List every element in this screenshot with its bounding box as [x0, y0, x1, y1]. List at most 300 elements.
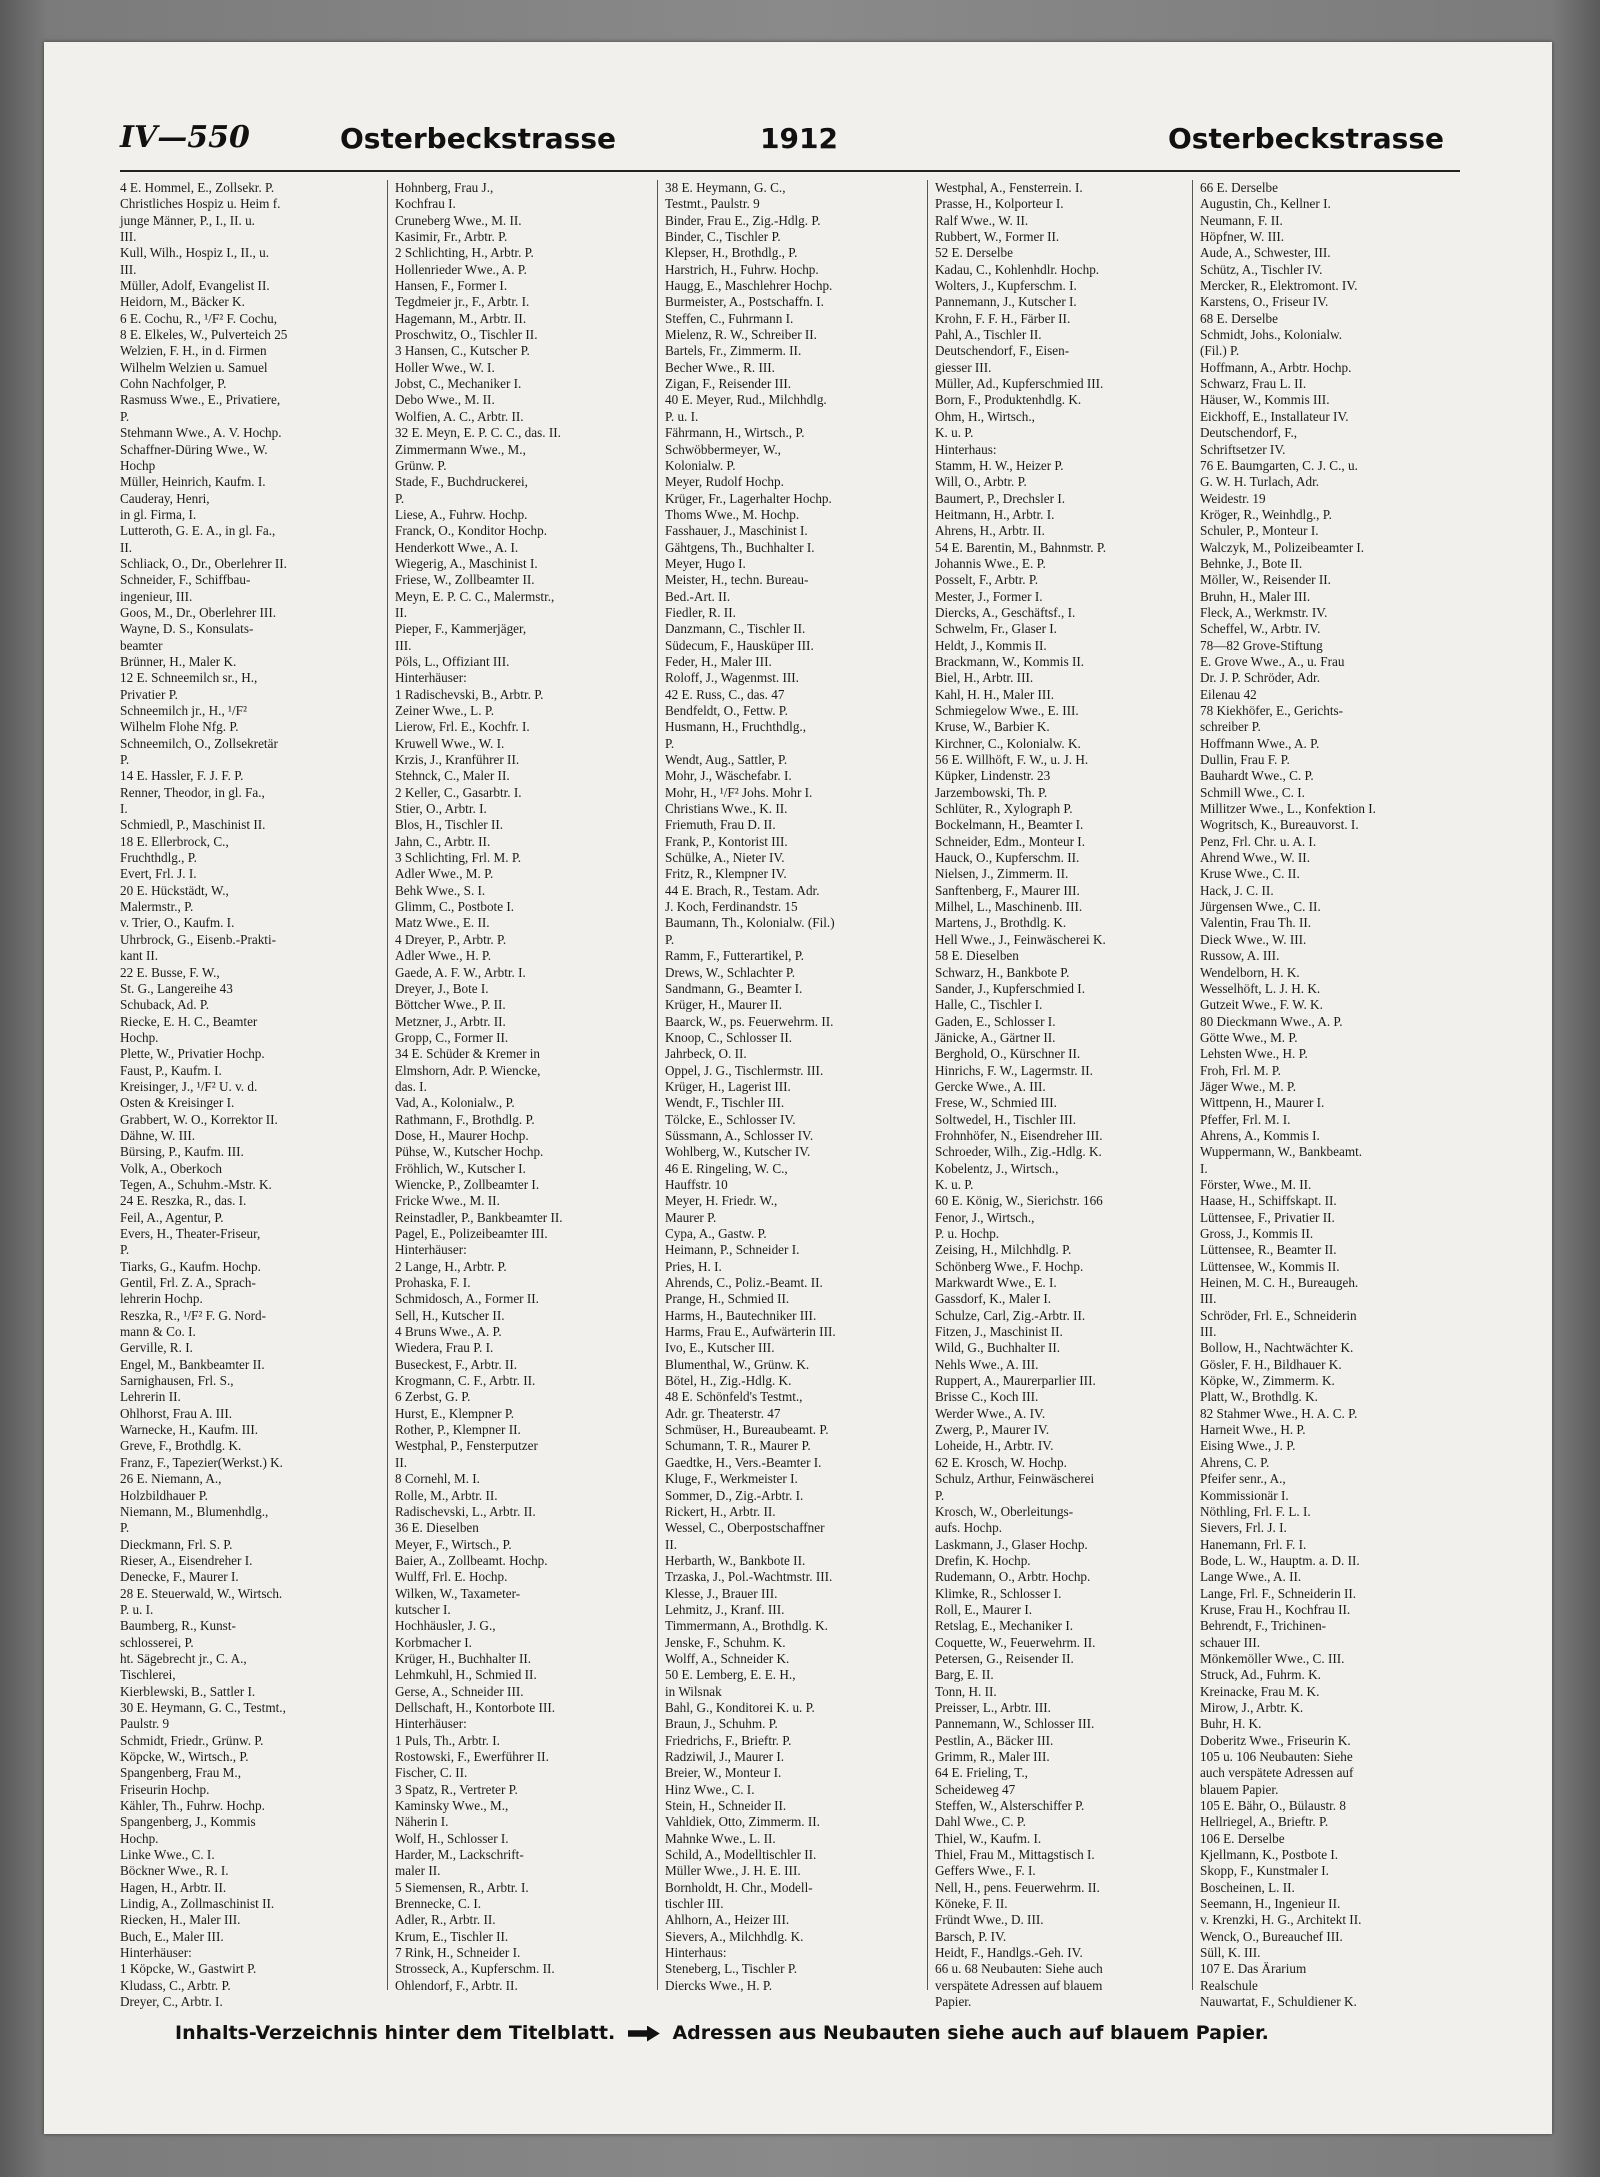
column-4 — [935, 180, 1180, 2010]
directory-entry-line: Pöls, L., Offiziant III. — [395, 653, 510, 669]
directory-entry-line: Buch, E., Maler III. — [120, 1928, 224, 1944]
directory-entry-line: Adler, R., Arbtr. II. — [395, 1912, 496, 1928]
directory-entry-line: Becher Wwe., R. III. — [665, 359, 775, 375]
directory-entry-line: Preisser, L., Arbtr. III. — [935, 1699, 1051, 1715]
directory-entry-line: Pries, H. I. — [665, 1258, 722, 1274]
directory-entry-line: Franz, F., Tapezier(Werkst.) K. — [120, 1454, 283, 1470]
directory-entry-line: Rostowski, F., Ewerführer II. — [395, 1749, 549, 1764]
directory-entry-line: Laskmann, J., Glaser Hochp. — [935, 1536, 1088, 1552]
directory-entry-line: das. I. — [395, 1078, 427, 1094]
directory-entry-line: 1 Köpcke, W., Gastwirt P. — [120, 1961, 257, 1977]
directory-entry-line: Heimann, P., Schneider I. — [665, 1242, 800, 1258]
directory-entry-line: Reinstadler, P., Bankbeamter II. — [395, 1209, 563, 1225]
directory-entry-line: Sommer, D., Zig.-Arbtr. I. — [665, 1487, 804, 1503]
directory-entry-line: Heitmann, H., Arbtr. I. — [935, 506, 1055, 522]
directory-entry-line: Schulze, Carl, Zig.-Arbtr. II. — [935, 1307, 1086, 1323]
directory-entry-line: Kochfrau I. — [395, 196, 456, 212]
directory-entry-line: Werder Wwe., A. IV. — [935, 1405, 1046, 1421]
directory-entry-line: 60 E. König, W., Sierichstr. 166 — [935, 1193, 1103, 1209]
directory-entry-line: 6 E. Cochu, R., ¹/F² F. Cochu, — [120, 310, 278, 326]
directory-entry-line: Proschwitz, O., Tischler II. — [395, 327, 538, 343]
directory-entry-line: Papier. — [935, 1994, 972, 2010]
directory-entry-line: 28 E. Steuerwald, W., Wirtsch. — [120, 1585, 283, 1601]
directory-entry-line: Roloff, J., Wagenmst. III. — [665, 670, 799, 686]
directory-entry-line: Wendt, Aug., Sattler, P. — [665, 752, 788, 768]
directory-entry-line: Adler Wwe., M. P. — [395, 866, 494, 882]
directory-entry-line: Gross, J., Kommis II. — [1200, 1226, 1314, 1241]
directory-entry-line: Burmeister, A., Postschaffn. I. — [665, 294, 824, 310]
directory-entry-line: lehrerin Hochp. — [120, 1291, 203, 1307]
directory-entry-line: III. — [1200, 1291, 1217, 1307]
directory-entry-line: 76 E. Baumgarten, C. J. C., u. — [1200, 457, 1358, 473]
directory-entry-line: Schriftsetzer IV. — [1200, 441, 1286, 457]
directory-entry-line: Will, O., Arbtr. P. — [935, 474, 1027, 490]
directory-entry-line: Hell Wwe., J., Feinwäscherei K. — [935, 931, 1106, 947]
directory-entry-line: Adler Wwe., H. P. — [395, 948, 492, 964]
directory-entry-line: Schuback, Ad. P. — [120, 997, 210, 1013]
directory-entry-line: Schumann, T. R., Maurer P. — [665, 1438, 811, 1454]
directory-entry-line: Dreyer, J., Bote I. — [395, 980, 489, 996]
directory-entry-line: Friseurin Hochp. — [120, 1781, 210, 1797]
directory-entry-line: Gerse, A., Schneider III. — [395, 1683, 524, 1699]
directory-entry-line: Fenor, J., Wirtsch., — [935, 1209, 1035, 1225]
street-title-right: Osterbeckstrasse — [1168, 122, 1444, 155]
column-divider — [927, 180, 928, 1990]
directory-entry-line: Schlüter, R., Xylograph P. — [935, 801, 1073, 817]
directory-entry-line: Evers, H., Theater-Friseur, — [120, 1226, 261, 1241]
directory-entry-line: 34 E. Schüder & Kremer in — [395, 1046, 541, 1062]
directory-entry-line: Schmiegelow Wwe., E. III. — [935, 703, 1079, 718]
directory-entry-line: Roll, E., Maurer I. — [935, 1601, 1033, 1617]
directory-entry-line: Barsch, P. IV. — [935, 1928, 1007, 1944]
directory-entry-line: Müller, Adolf, Evangelist II. — [120, 278, 270, 294]
directory-entry-line: Süssmann, A., Schlosser IV. — [665, 1127, 814, 1143]
directory-entry-line: Prange, H., Schmied II. — [665, 1291, 790, 1307]
directory-entry-line: Berghold, O., Kürschner II. — [935, 1046, 1081, 1062]
directory-entry-line: Pannemann, W., Schlosser III. — [935, 1716, 1095, 1732]
column-2 — [395, 180, 640, 1993]
directory-entry-line: Millitzer Wwe., L., Konfektion I. — [1200, 801, 1376, 817]
directory-entry-line: Kahl, H. H., Maler III. — [935, 686, 1055, 702]
directory-entry-line: Wolters, J., Kupferschm. I. — [935, 278, 1077, 294]
directory-entry-line: Bornholdt, H. Chr., Modell- — [665, 1879, 813, 1895]
directory-entry-line: Feil, A., Agentur, P. — [120, 1209, 224, 1225]
directory-entry-line: Zeiner Wwe., L. P. — [395, 703, 495, 718]
directory-entry-line: Zwerg, P., Maurer IV. — [935, 1422, 1050, 1438]
directory-entry-line: Brennecke, C. I. — [395, 1896, 482, 1912]
directory-entry-line: 68 E. Derselbe — [1200, 310, 1278, 326]
directory-entry-line: 5 Siemensen, R., Arbtr. I. — [395, 1879, 529, 1895]
directory-entry-line: Tonn, H. II. — [935, 1683, 997, 1699]
directory-entry-line: Gaede, A. F. W., Arbtr. I. — [395, 964, 526, 980]
directory-entry-line: mann & Co. I. — [120, 1324, 196, 1340]
directory-entry-line: 24 E. Reszka, R., das. I. — [120, 1193, 247, 1209]
directory-entry-line: Henderkott Wwe., A. I. — [395, 539, 519, 555]
directory-entry-line: Tegdmeier jr., F., Arbtr. I. — [395, 294, 530, 310]
directory-entry-line: Buhr, H. K. — [1200, 1716, 1262, 1732]
directory-entry-line: K. u. P. — [935, 425, 974, 441]
directory-entry-line: Korbmacher I. — [395, 1634, 472, 1650]
directory-entry-line: Hinterhaus: — [665, 1945, 727, 1961]
directory-entry-line: Fröhlich, W., Kutscher I. — [395, 1160, 526, 1176]
directory-entry-line: Fründt Wwe., D. III. — [935, 1912, 1044, 1928]
directory-entry-line: Prasse, H., Kolporteur I. — [935, 196, 1064, 212]
directory-entry-line: Timmermann, A., Brothdlg. K. — [665, 1618, 828, 1634]
directory-entry-line: Karstens, O., Friseur IV. — [1200, 294, 1329, 310]
directory-entry-line: Lange, Frl. F., Schneiderin II. — [1200, 1585, 1357, 1601]
directory-entry-line: Grimm, R., Maler III. — [935, 1749, 1050, 1764]
directory-entry-line: Lüttensee, F., Privatier II. — [1200, 1209, 1335, 1225]
directory-entry-line: Biel, H., Arbtr. III. — [935, 670, 1034, 686]
directory-entry-line: Coquette, W., Feuerwehrm. II. — [935, 1634, 1096, 1650]
directory-entry-line: 40 E. Meyer, Rud., Milchhdlg. — [665, 392, 827, 408]
directory-entry-line: 1 Radischevski, B., Arbtr. P. — [395, 686, 544, 702]
directory-entry-line: Kruse, Frau H., Kochfrau II. — [1200, 1601, 1351, 1617]
directory-entry-line: 4 E. Hommel, E., Zollsekr. P. — [120, 180, 275, 195]
directory-entry-line: Born, F., Produktenhdlg. K. — [935, 392, 1082, 408]
directory-entry-line: Mönkemöller Wwe., C. III. — [1200, 1650, 1345, 1666]
directory-entry-line: Götte Wwe., M. P. — [1200, 1029, 1298, 1045]
directory-entry-line: Liese, A., Fuhrw. Hochp. — [395, 506, 528, 522]
directory-entry-line: Bode, L. W., Hauptm. a. D. II. — [1200, 1552, 1360, 1568]
directory-entry-line: Ohm, H., Wirtsch., — [935, 408, 1035, 424]
directory-entry-line: Meister, H., techn. Bureau- — [665, 572, 809, 588]
directory-entry-line: ingenieur, III. — [120, 588, 193, 604]
directory-entry-line: Jäger Wwe., M. P. — [1200, 1078, 1297, 1094]
directory-entry-line: Hinterhäuser: — [395, 670, 467, 686]
directory-entry-line: Struck, Ad., Fuhrm. K. — [1200, 1667, 1321, 1683]
directory-entry-line: Privatier P. — [120, 686, 178, 702]
directory-entry-line: Krzis, J., Kranführer II. — [395, 752, 520, 768]
directory-entry-line: Meyer, H. Friedr. W., — [665, 1193, 778, 1209]
directory-entry-line: Lehmitz, J., Kranf. III. — [665, 1601, 785, 1617]
directory-entry-line: Stade, F., Buchdruckerei, — [395, 474, 528, 490]
directory-entry-line: Heidorn, M., Bäcker K. — [120, 294, 245, 310]
directory-entry-line: Testmt., Paulstr. 9 — [665, 196, 760, 212]
directory-entry-line: Bürsing, P., Kaufm. III. — [120, 1144, 244, 1160]
directory-entry-line: Jobst, C., Mechaniker I. — [395, 376, 522, 392]
directory-entry-line: 6 Zerbst, G. P. — [395, 1389, 471, 1405]
directory-entry-line: Ramm, F., Futterartikel, P. — [665, 948, 804, 964]
directory-entry-line: Hochp. — [120, 1029, 159, 1045]
directory-entry-line: Jarzembowski, Th. P. — [935, 784, 1048, 800]
directory-entry-line: 105 u. 106 Neubauten: Siehe — [1200, 1749, 1353, 1764]
directory-entry-line: Jürgensen Wwe., C. II. — [1200, 899, 1321, 915]
directory-entry-line: verspätete Adressen auf blauem — [935, 1977, 1103, 1993]
directory-entry-line: Westphal, A., Fensterrein. I. — [935, 180, 1083, 195]
directory-entry-line: Goos, M., Dr., Oberlehrer III. — [120, 604, 277, 620]
directory-entry-line: Sander, J., Kupferschmied I. — [935, 980, 1085, 996]
directory-entry-line: Geffers Wwe., F. I. — [935, 1863, 1036, 1879]
directory-entry-line: Rother, P., Klempner II. — [395, 1422, 521, 1438]
directory-entry-line: 78 Kiekhöfer, E., Gerichts- — [1200, 703, 1344, 718]
directory-entry-line: Blos, H., Tischler II. — [395, 817, 504, 833]
directory-entry-line: Mahnke Wwe., L. II. — [665, 1830, 776, 1846]
directory-entry-line: III. — [1200, 1324, 1217, 1340]
directory-entry-line: Spangenberg, Frau M., — [120, 1765, 241, 1781]
directory-entry-line: Baumann, Th., Kolonialw. (Fil.) — [665, 915, 835, 931]
directory-entry-line: 3 Hansen, C., Kutscher P. — [395, 343, 530, 359]
directory-entry-line: Breier, W., Monteur I. — [665, 1765, 782, 1781]
directory-entry-line: 20 E. Hückstädt, W., — [120, 882, 229, 898]
directory-entry-line: Pahl, A., Tischler II. — [935, 327, 1042, 343]
directory-entry-line: 18 E. Ellerbrock, C., — [120, 833, 229, 849]
directory-entry-line: Lierow, Frl. E., Kochfr. I. — [395, 719, 530, 735]
directory-entry-line: Tischlerei, — [120, 1667, 176, 1683]
directory-entry-line: Fiedler, R. II. — [665, 604, 736, 620]
directory-entry-line: 107 E. Das Ärarium — [1200, 1961, 1307, 1977]
directory-entry-line: Wuppermann, W., Bankbeamt. — [1200, 1144, 1363, 1160]
directory-entry-line: Knoop, C., Schlosser II. — [665, 1029, 793, 1045]
directory-entry-line: Mester, J., Former I. — [935, 588, 1043, 604]
directory-entry-line: Metzner, J., Arbtr. II. — [395, 1013, 506, 1029]
directory-entry-line: Nell, H., pens. Feuerwehrm. II. — [935, 1879, 1100, 1895]
directory-entry-line: ht. Sägebrecht jr., C. A., — [120, 1650, 247, 1666]
directory-entry-line: Glimm, C., Postbote I. — [395, 899, 515, 915]
directory-entry-line: Milhel, L., Maschinenb. III. — [935, 899, 1083, 915]
directory-entry-line: Plette, W., Privatier Hochp. — [120, 1046, 265, 1062]
directory-entry-line: Schülke, A., Nieter IV. — [665, 850, 785, 866]
directory-entry-line: Niemann, M., Blumenhdlg., — [120, 1503, 269, 1519]
directory-entry-line: Debo Wwe., M. II. — [395, 392, 495, 408]
directory-entry-line: Ahrend Wwe., W. II. — [1200, 850, 1310, 866]
directory-entry-line: Sievers, Frl. J. I. — [1200, 1520, 1287, 1536]
directory-entry-line: Kommissionär I. — [1200, 1487, 1289, 1503]
directory-entry-line: Sarnighausen, Frl. S., — [120, 1373, 234, 1389]
directory-entry-line: Köpke, W., Zimmerm. K. — [1200, 1373, 1335, 1389]
directory-entry-line: Schild, A., Modelltischler II. — [665, 1847, 817, 1863]
directory-entry-line: Brünner, H., Maler K. — [120, 653, 237, 669]
directory-entry-line: Bed.-Art. II. — [665, 588, 731, 604]
directory-entry-line: P. — [120, 408, 130, 424]
directory-entry-line: Riecke, E. H. C., Beamter — [120, 1013, 258, 1029]
directory-entry-line: Rolle, M., Arbtr. II. — [395, 1487, 498, 1503]
directory-entry-line: Kluge, F., Werkmeister I. — [665, 1471, 798, 1487]
directory-entry-line: Hollenrieder Wwe., A. P. — [395, 261, 527, 277]
directory-entry-line: kant II. — [120, 948, 159, 964]
directory-entry-line: P. — [120, 752, 130, 768]
directory-entry-line: Süll, K. III. — [1200, 1945, 1261, 1961]
directory-entry-line: Klimke, R., Schlosser I. — [935, 1585, 1062, 1601]
directory-entry-line: Steneberg, L., Tischler P. — [665, 1961, 798, 1977]
directory-entry-line: Stier, O., Arbtr. I. — [395, 801, 487, 817]
directory-entry-line: 4 Bruns Wwe., A. P. — [395, 1324, 502, 1340]
directory-entry-line: Meyer, Hugo I. — [665, 555, 746, 571]
directory-entry-line: Retslag, E., Mechaniker I. — [935, 1618, 1074, 1634]
directory-entry-line: Wesselhöft, L. J. H. K. — [1200, 980, 1321, 996]
directory-entry-line: Wiedera, Frau P. I. — [395, 1340, 494, 1356]
directory-entry-line: Jahn, C., Arbtr. II. — [395, 833, 491, 849]
directory-entry-line: Gaedtke, H., Vers.-Beamter I. — [665, 1454, 822, 1470]
directory-entry-line: v. Trier, O., Kaufm. I. — [120, 915, 235, 931]
directory-entry-line: Dähne, W. III. — [120, 1127, 196, 1143]
directory-entry-line: Hohnberg, Frau J., — [395, 180, 494, 195]
directory-entry-line: Wessel, C., Oberpostschaffner — [665, 1520, 825, 1536]
directory-entry-line: Kaminsky Wwe., M., — [395, 1798, 509, 1814]
directory-entry-line: 7 Rink, H., Schneider I. — [395, 1945, 521, 1961]
column-3 — [665, 180, 910, 1993]
directory-entry-line: Bartels, Fr., Zimmerm. II. — [665, 343, 802, 359]
directory-entry-line: I. — [1200, 1160, 1208, 1176]
directory-entry-line: Gaden, E., Schlosser I. — [935, 1013, 1056, 1029]
directory-entry-line: P. u. I. — [120, 1601, 154, 1617]
directory-entry-line: Scheffel, W., Arbtr. IV. — [1200, 621, 1321, 637]
directory-entry-line: Ahrens, H., Arbtr. II. — [935, 523, 1045, 539]
directory-entry-line: Welzien, F. H., in d. Firmen — [120, 343, 267, 359]
directory-entry-line: Dieckmann, Frl. S. P. — [120, 1536, 233, 1552]
directory-entry-line: Müller Wwe., J. H. E. III. — [665, 1863, 801, 1879]
directory-entry-line: Schwarz, Frau L. II. — [1200, 376, 1307, 392]
directory-entry-line: Christians Wwe., K. II. — [665, 801, 788, 817]
directory-entry-line: Eising Wwe., J. P. — [1200, 1438, 1296, 1454]
directory-entry-line: Dreyer, C., Arbtr. I. — [120, 1994, 223, 2010]
directory-entry-line: Ohlendorf, F., Arbtr. II. — [395, 1977, 518, 1993]
directory-entry-line: Johannis Wwe., E. P. — [935, 555, 1046, 571]
directory-entry-line: Krüger, H., Maurer II. — [665, 997, 783, 1013]
directory-entry-line: Aude, A., Schwester, III. — [1200, 245, 1331, 261]
directory-entry-line: in Wilsnak — [665, 1683, 722, 1699]
directory-entry-line: Ohlhorst, Frau A. III. — [120, 1405, 233, 1421]
directory-entry-line: Grünw. P. — [395, 457, 447, 473]
footer-index-note: Inhalts-Verzeichnis hinter dem Titelblatt. — [175, 2022, 616, 2044]
directory-entry-line: Schmill Wwe., C. I. — [1200, 784, 1305, 800]
directory-entry-line: Herbarth, W., Bankbote II. — [665, 1552, 806, 1568]
directory-entry-line: Heidt, F., Handlgs.-Geh. IV. — [935, 1945, 1083, 1961]
directory-entry-line: Uhrbrock, G., Eisenb.-Prakti- — [120, 931, 277, 947]
directory-entry-line: I. — [120, 801, 128, 817]
directory-entry-line: 1 Puls, Th., Arbtr. I. — [395, 1732, 500, 1748]
directory-entry-line: Hagen, H., Arbtr. II. — [120, 1879, 227, 1895]
directory-entry-line: Klepser, H., Brothdlg., P. — [665, 245, 798, 261]
directory-entry-line: Pestlin, A., Bäcker III. — [935, 1732, 1054, 1748]
directory-entry-line: aufs. Hochp. — [935, 1520, 1003, 1536]
directory-entry-line: J. Koch, Ferdinandstr. 15 — [665, 899, 798, 915]
directory-entry-line: Thoms Wwe., M. Hochp. — [665, 506, 800, 522]
directory-entry-line: Baumert, P., Drechsler I. — [935, 490, 1066, 506]
directory-entry-line: Halle, C., Tischler I. — [935, 997, 1043, 1013]
directory-entry-line: Wolf, H., Schlosser I. — [395, 1830, 509, 1846]
directory-entry-line: Gerville, R. I. — [120, 1340, 193, 1356]
directory-entry-line: Schröder, Frl. E., Schneiderin — [1200, 1307, 1357, 1323]
directory-entry-line: Prohaska, F. I. — [395, 1275, 471, 1291]
directory-entry-line: 54 E. Barentin, M., Bahnmstr. P. — [935, 539, 1107, 555]
directory-entry-line: Müller, Ad., Kupferschmied III. — [935, 376, 1104, 392]
directory-entry-line: Vahldiek, Otto, Zimmerm. II. — [665, 1814, 820, 1830]
directory-entry-line: Jenske, F., Schuhm. K. — [665, 1634, 786, 1650]
directory-entry-line: 22 E. Busse, F. W., — [120, 964, 220, 980]
directory-entry-line: 2 Lange, H., Arbtr. P. — [395, 1258, 507, 1274]
directory-entry-line: 44 E. Brach, R., Testam. Adr. — [665, 882, 820, 898]
directory-entry-line: Lehsten Wwe., H. P. — [1200, 1046, 1308, 1062]
directory-entry-line: Böttcher Wwe., P. II. — [395, 997, 506, 1013]
directory-entry-line: Baumberg, R., Kunst- — [120, 1618, 236, 1634]
directory-entry-line: Linke Wwe., C. I. — [120, 1847, 215, 1863]
directory-entry-line: Hansen, F., Former I. — [395, 278, 508, 294]
directory-entry-line: Möller, W., Reisender II. — [1200, 572, 1331, 588]
directory-entry-line: 3 Spatz, R., Vertreter P. — [395, 1781, 518, 1797]
directory-entry-line: Wohlberg, W., Kutscher IV. — [665, 1144, 811, 1160]
directory-entry-line: Köpcke, W., Wirtsch., P. — [120, 1749, 249, 1764]
directory-entry-line: Hinterhaus: — [935, 441, 997, 457]
column-1 — [120, 180, 365, 2010]
directory-entry-line: Heinen, M. C. H., Bureaugeh. — [1200, 1275, 1359, 1291]
directory-entry-line: Wayne, D. S., Konsulats- — [120, 621, 254, 637]
directory-entry-line: Dieck Wwe., W. III. — [1200, 931, 1307, 947]
directory-entry-line: Blumenthal, W., Grünw. K. — [665, 1356, 810, 1372]
directory-entry-line: Cypa, A., Gastw. P. — [665, 1226, 767, 1241]
directory-entry-line: Valentin, Frau Th. II. — [1200, 915, 1312, 931]
directory-entry-line: Pfeffer, Frl. M. I. — [1200, 1111, 1291, 1127]
directory-entry-line: Gähtgens, Th., Buchhalter I. — [665, 539, 815, 555]
directory-entry-line: Böckner Wwe., R. I. — [120, 1863, 229, 1879]
directory-entry-line: Näherin I. — [395, 1814, 449, 1830]
directory-entry-line: Frohnhöfer, N., Eisendreher III. — [935, 1127, 1103, 1143]
directory-entry-line: 66 u. 68 Neubauten: Siehe auch — [935, 1961, 1103, 1977]
directory-entry-line: Cruneberg Wwe., M. II. — [395, 212, 522, 228]
directory-entry-line: Ivo, E., Kutscher III. — [665, 1340, 775, 1356]
directory-entry-line: Fasshauer, J., Maschinist I. — [665, 523, 808, 539]
directory-entry-line: kutscher I. — [395, 1601, 451, 1617]
directory-entry-line: Gutzeit Wwe., F. W. K. — [1200, 997, 1323, 1013]
directory-entry-line: III. — [120, 261, 137, 277]
directory-entry-line: Wenck, O., Bureauchef III. — [1200, 1928, 1343, 1944]
directory-entry-line: Stamm, H. W., Heizer P. — [935, 457, 1064, 473]
directory-entry-line: in gl. Firma, I. — [120, 506, 197, 522]
directory-entry-line: Diercks, A., Geschäftsf., I. — [935, 604, 1076, 620]
directory-entry-line: Binder, Frau E., Zig.-Hdlg. P. — [665, 212, 821, 228]
directory-entry-line: Osten & Kreisinger I. — [120, 1095, 235, 1111]
directory-entry-line: Hinterhäuser: — [395, 1716, 467, 1732]
directory-entry-line: Hauffstr. 10 — [665, 1176, 728, 1192]
directory-entry-line: Walczyk, M., Polizeibeamter I. — [1200, 539, 1365, 555]
directory-entry-line: Hack, J. C. II. — [1200, 882, 1274, 898]
directory-entry-line: Krüger, H., Lagerist III. — [665, 1078, 791, 1094]
directory-entry-line: Bendfeldt, O., Fettw. P. — [665, 703, 788, 718]
directory-entry-line: Ahrends, C., Poliz.-Beamt. II. — [665, 1275, 823, 1291]
directory-entry-line: Schwarz, H., Bankbote P. — [935, 964, 1070, 980]
directory-entry-line: Bockelmann, H., Beamter I. — [935, 817, 1084, 833]
directory-entry-line: Froh, Frl. M. P. — [1200, 1062, 1281, 1078]
directory-entry-line: Köneke, F. II. — [935, 1896, 1008, 1912]
directory-entry-line: Schmiedl, P., Maschinist II. — [120, 817, 266, 833]
directory-entry-line: Schmidt, Friedr., Grünw. P. — [120, 1732, 264, 1748]
directory-entry-line: Rieser, A., Eisendreher I. — [120, 1552, 253, 1568]
directory-entry-line: St. G., Langereihe 43 — [120, 980, 233, 996]
directory-entry-line: Wogritsch, K., Bureauvorst. I. — [1200, 817, 1359, 833]
directory-entry-line: Förster, Wwe., M. II. — [1200, 1176, 1312, 1192]
directory-entry-line: Reszka, R., ¹/F² F. G. Nord- — [120, 1307, 267, 1323]
directory-entry-line: Deutschendorf, F., — [1200, 425, 1298, 441]
directory-entry-line: Pühse, W., Kutscher Hochp. — [395, 1144, 544, 1160]
directory-entry-line: Penz, Frl. Chr. u. A. I. — [1200, 833, 1317, 849]
directory-entry-line: Seemann, H., Ingenieur II. — [1200, 1896, 1341, 1912]
directory-entry-line: Harder, M., Lackschrift- — [395, 1847, 524, 1863]
directory-entry-line: Mirow, J., Arbtr. K. — [1200, 1699, 1304, 1715]
directory-entry-line: Kirchner, C., Kolonialw. K. — [935, 735, 1081, 751]
directory-entry-line: Ruppert, A., Maurerparlier III. — [935, 1373, 1096, 1389]
directory-entry-line: K. u. P. — [935, 1176, 974, 1192]
directory-entry-line: Skopp, F., Kunstmaler I. — [1200, 1863, 1329, 1879]
directory-entry-line: Krohn, F. F. H., Färber II. — [935, 310, 1071, 326]
directory-entry-line: Hinterhäuser: — [395, 1242, 467, 1258]
directory-entry-line: Krosch, W., Oberleitungs- — [935, 1503, 1074, 1519]
directory-entry-line: 80 Dieckmann Wwe., A. P. — [1200, 1013, 1343, 1029]
directory-entry-line: 32 E. Meyn, E. P. C. C., das. II. — [395, 425, 561, 441]
directory-entry-line: 30 E. Heymann, G. C., Testmt., — [120, 1699, 286, 1715]
directory-entry-line: Hauck, O., Kupferschm. II. — [935, 850, 1080, 866]
directory-entry-line: 26 E. Niemann, A., — [120, 1471, 222, 1487]
directory-entry-line: Gercke Wwe., A. III. — [935, 1078, 1046, 1094]
